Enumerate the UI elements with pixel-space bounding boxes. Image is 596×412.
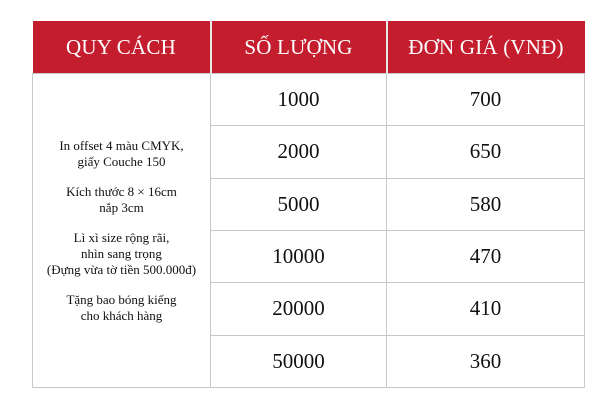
spec-printing	[33, 138, 210, 170]
spec-line: Lì xì size rộng rãi,	[73, 229, 170, 245]
header-price: ĐƠN GIÁ (VNĐ)	[387, 21, 585, 74]
spec-line: giấy Couche 150	[77, 153, 166, 169]
quantity-cell: 20000	[211, 283, 387, 335]
spec-gift	[33, 292, 210, 324]
quantity-cell: 50000	[211, 335, 387, 387]
spec-size	[33, 184, 210, 216]
table-row	[33, 74, 585, 126]
price-cell: 580	[387, 178, 585, 230]
price-cell: 700	[387, 74, 585, 126]
spec-cell	[33, 74, 211, 388]
price-cell: 360	[387, 335, 585, 387]
quantity-cell: 10000	[211, 230, 387, 282]
spec-line: nhìn sang trọng	[81, 245, 162, 261]
spec-line: Tặng bao bóng kiếng	[66, 291, 177, 307]
spec-line: Kích thước 8 × 16cm	[66, 183, 177, 199]
quantity-cell: 1000	[211, 74, 387, 126]
quantity-cell: 5000	[211, 178, 387, 230]
spec-line: cho khách hàng	[80, 307, 163, 323]
price-table	[32, 21, 585, 388]
price-cell: 410	[387, 283, 585, 335]
header-quantity: SỐ LƯỢNG	[211, 21, 387, 74]
spec-line: nắp 3cm	[99, 199, 144, 215]
quantity-cell: 2000	[211, 126, 387, 178]
price-cell: 650	[387, 126, 585, 178]
spec-style	[33, 230, 210, 278]
spec-line: (Đựng vừa tờ tiền 500.000đ)	[46, 261, 197, 277]
spec-line: In offset 4 màu CMYK,	[59, 137, 184, 153]
price-cell: 470	[387, 230, 585, 282]
header-spec: QUY CÁCH	[33, 21, 211, 74]
header-row	[33, 21, 585, 74]
